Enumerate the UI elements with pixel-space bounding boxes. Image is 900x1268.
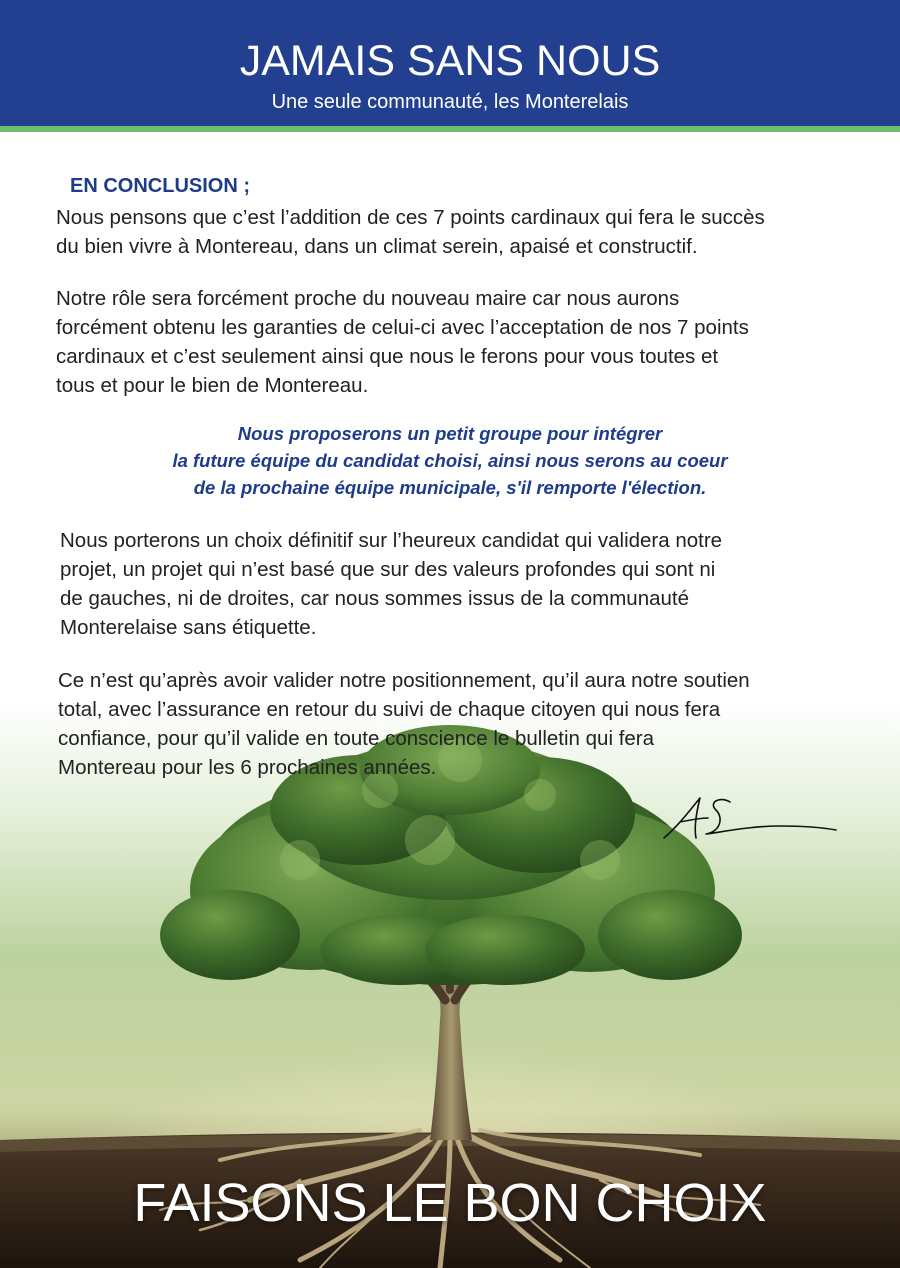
paragraph-3: [60, 526, 722, 642]
paragraph-line: Monterelaise sans étiquette.: [60, 616, 317, 639]
paragraph-line: du bien vivre à Montereau, dans un climat serein, apaisé et constructif.: [56, 235, 698, 258]
paragraph-line: Notre rôle sera forcément proche du nouveau maire car nous aurons: [56, 287, 680, 310]
paragraph-2: [56, 284, 749, 400]
paragraph-line: cardinaux et c’est seulement ainsi que nous le ferons pour vous toutes et: [56, 345, 719, 368]
paragraph-line: Nous pensons que c’est l’addition de ces 7 points cardinaux qui fera le succès: [56, 206, 765, 229]
callout-quote: [0, 420, 900, 501]
paragraph-line: de gauches, ni de droites, car nous sommes issus de la communauté: [60, 587, 689, 610]
page-title: JAMAIS SANS NOUS: [239, 37, 661, 85]
callout-line: de la prochaine équipe municipale, s'il remporte l'élection.: [193, 477, 707, 498]
footer-slogan: FAISONS LE BON CHOIX: [133, 1173, 767, 1233]
paragraph-line: Montereau pour les 6 prochaines années.: [58, 756, 437, 779]
header-banner: [0, 0, 900, 132]
paragraph-line: forcément obtenu les garanties de celui-ci avec l’acceptation de nos 7 points: [56, 316, 749, 339]
paragraph-line: projet, un projet qui n’est basé que sur des valeurs profondes qui sont ni: [60, 558, 716, 581]
paragraph-line: tous et pour le bien de Montereau.: [56, 374, 369, 397]
callout-line: Nous proposerons un petit groupe pour intégrer: [237, 423, 663, 444]
paragraph-line: confiance, pour qu’il valide en toute conscience le bulletin qui fera: [58, 727, 655, 750]
signature: [660, 788, 840, 848]
section-heading: EN CONCLUSION ;: [70, 175, 250, 197]
paragraph-1: [56, 203, 765, 261]
paragraph-line: Nous porterons un choix définitif sur l’heureux candidat qui validera notre: [60, 529, 723, 552]
paragraph-4: [58, 666, 750, 782]
paragraph-line: Ce n’est qu’après avoir valider notre positionnement, qu’il aura notre soutien: [58, 669, 750, 692]
callout-line: la future équipe du candidat choisi, ainsi nous serons au coeur: [172, 450, 728, 471]
paragraph-line: total, avec l’assurance en retour du suivi de chaque citoyen qui nous fera: [58, 698, 721, 721]
page-subtitle: Une seule communauté, les Monterelais: [271, 91, 629, 113]
